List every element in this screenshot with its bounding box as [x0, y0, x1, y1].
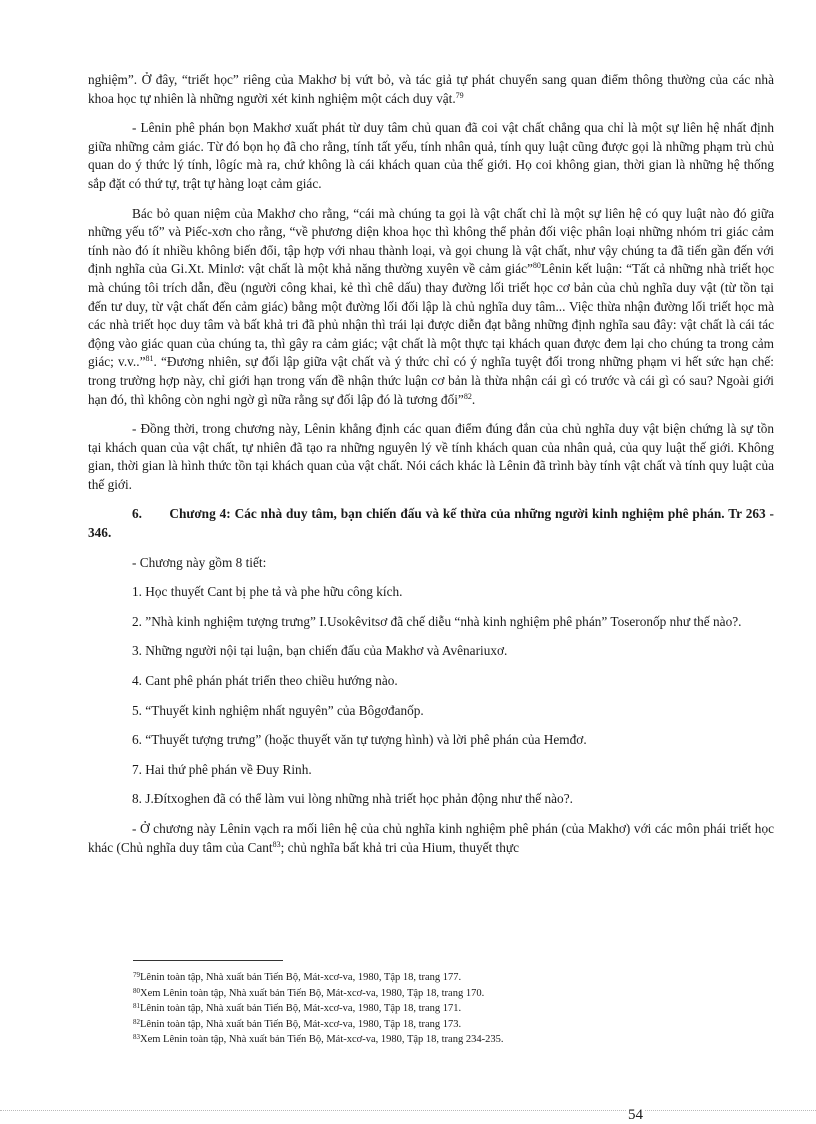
- footnote-ref-81[interactable]: 81: [145, 354, 154, 364]
- page-bottom-border: [0, 1110, 816, 1111]
- list-item: 5. “Thuyết kinh nghiệm nhất nguyên” của Bôgơđanốp.: [132, 702, 424, 718]
- footnote-79: $^{79}$Lênin toàn tập, Nhà xuất bản Tiến Bộ, Mát-xcơ-va, 1980, Tập 18, trang 177.: [133, 971, 462, 983]
- paragraph-3: - Đồng thời, trong chương này, Lênin khẳng định các quan điểm đúng đắn của chủ nghĩa duy vật biện chứng là sự tồn tại khách quan của vật chất, tự nhiên đã tạo ra những nguyên lý về tính khách quan của nhân quả, của quy luật thế giới. Không gian, thời gian là hình thức tồn tại khách quan của vật chất. Nói cách khác là Lênin đã trình bày tính vật chất và tính quy luật của thế giới.: [88, 421, 774, 492]
- paragraph-0: nghiệm”. Ở đây, “triết học” riêng của Makhơ bị vứt bỏ, và tác giả tự phát chuyển sang quan điểm thông thường của các nhà khoa học tự nhiên là những người xét kinh nghiệm một cách duy vật.$^{79}$: [88, 72, 774, 106]
- paragraph-2: Bác bỏ quan niệm của Makhơ cho rằng, “cái mà chúng ta gọi là vật chất chỉ là một sự liên hệ có quy luật nào đó giữa những yếu tố” và Piếc-xơn cho rằng, “về phương diện khoa học thì không thể phản đối việc phân loại những nhóm tri giác cảm tính nào đó ít nhiều không biến đổi, tập hợp với nhau thành loại, và gọi chung là vật chất, như vậy chúng ta đã tiến gần đến với định nghĩa của Gi.Xt. Minlơ: vật chất là một khả năng thường xuyên về cảm giác”$^{80}$Lênin kết luận: “Tất cả những nhà triết học mà chúng tôi trích dẫn, đều (người công khai, kẻ thì chê dấu) thay đường lối triết học cơ bản của chủ nghĩa duy vật (từ tồn tại đến tư duy, từ vật chất đến cảm giác) bằng một đường lối đối lập là chủ nghĩa duy tâm... Việc thừa nhận đường lối triết học mà các nhà triết học duy tâm và bất khả tri đã phủ nhận thì trái lại được diễn đạt bằng những định nghĩa sau đây: vật chất là cái tác động vào giác quan của chúng ta, thì gây ra cảm giác; vật chất là một thực tại khách quan được đem lại cho chúng ta trong cảm giác; v.v..”$^{81}$. “Đương nhiên, sự đối lập giữa vật chất và ý thức chỉ có ý nghĩa tuyệt đối trong những phạm vi hết sức hạn chế: trong trường hợp này, chỉ giới hạn trong vấn đề nhận thức luận cơ bản là thừa nhận cái gì có trước và cái gì có sau? Ngoài giới hạn đó, thì không còn nghi ngờ gì nữa rằng sự đối lập đó là tương đối”$^{82}$.: [88, 205, 774, 407]
- list-item: 2. ”Nhà kinh nghiệm tượng trưng” I.Usokêvitsơ đã chế diễu “nhà kinh nghiệm phê phán” Toseronốp như thế nào?.: [132, 613, 742, 629]
- footnote-80: $^{80}$Xem Lênin toàn tập, Nhà xuất bản Tiến Bộ, Mát-xcơ-va, 1980, Tập 18, trang 170.: [133, 986, 485, 999]
- footnote-separator: [133, 960, 283, 961]
- list-item: 7. Hai thứ phê phán về Đuy Rinh.: [132, 761, 312, 777]
- footnote-ref-80[interactable]: 80: [532, 261, 541, 271]
- paragraph-5: - Chương này gồm 8 tiết:: [132, 554, 267, 570]
- list-item: 6. “Thuyết tượng trưng” (hoặc thuyết văn tự tượng hình) và lời phê phán của Hemđơ.: [132, 732, 587, 748]
- list-item: 4. Cant phê phán phát triển theo chiều hướng nào.: [132, 673, 398, 689]
- chapter-heading: 6. Chương 4: Các nhà duy tâm, bạn chiến đấu và kế thừa của những người kinh nghiệm phê phán. Tr 263 - 346.: [88, 506, 778, 541]
- page-body: [88, 71, 778, 868]
- list-item: 1. Học thuyết Cant bị phe tả và phe hữu công kích.: [132, 584, 403, 600]
- footnotes: [133, 970, 773, 1048]
- page-number: 54: [628, 1107, 643, 1123]
- paragraph-14: - Ở chương này Lênin vạch ra mối liên hệ của chủ nghĩa kinh nghiệm phê phán (của Makhơ) với các môn phái triết học khác (Chủ nghĩa duy tâm của Cant$^{83}$; chủ nghĩa bất khả tri của Hium, thuyết thực: [88, 821, 774, 855]
- footnote-ref-79[interactable]: 79: [455, 90, 464, 100]
- footnote-ref-82[interactable]: 82: [463, 391, 472, 401]
- list-item: 3. Những người nội tại luận, bạn chiến đấu của Makhơ và Avênariuxơ.: [132, 643, 508, 659]
- footnote-83: $^{83}$Xem Lênin toàn tập, Nhà xuất bản Tiến Bộ, Mát-xcơ-va, 1980, Tập 18, trang 234-235.: [133, 1033, 504, 1045]
- footnote-81: $^{81}$Lênin toàn tập, Nhà xuất bản Tiến Bộ, Mát-xcơ-va, 1980, Tập 18, trang 171.: [133, 1002, 462, 1014]
- paragraph-1: - Lênin phê phán bọn Makhơ xuất phát từ duy tâm chủ quan đã coi vật chất chẳng qua chỉ là một sự liên hệ nhất định giữa những cảm giác. Từ đó bọn họ đã cho rằng, tính tất yếu, tính nhân quả, tính quy luật cũng được gọi là những phạm trù chủ quan do ý thức lý tính, lôgíc mà ra, chứ không là cái khách quan của thế giới. Họ coi không gian, thời gian là những hệ thống sắp đặt có thứ tự, trật tự hàng loạt cảm giác.: [88, 120, 774, 191]
- list-item: 8. J.Đítxoghen đã có thể làm vui lòng những nhà triết học phản động như thế nào?.: [132, 791, 573, 807]
- footnote-82: $^{82}$Lênin toàn tập, Nhà xuất bản Tiến Bộ, Mát-xcơ-va, 1980, Tập 18, trang 173.: [133, 1017, 462, 1030]
- footnote-ref-83[interactable]: 83: [272, 839, 281, 849]
